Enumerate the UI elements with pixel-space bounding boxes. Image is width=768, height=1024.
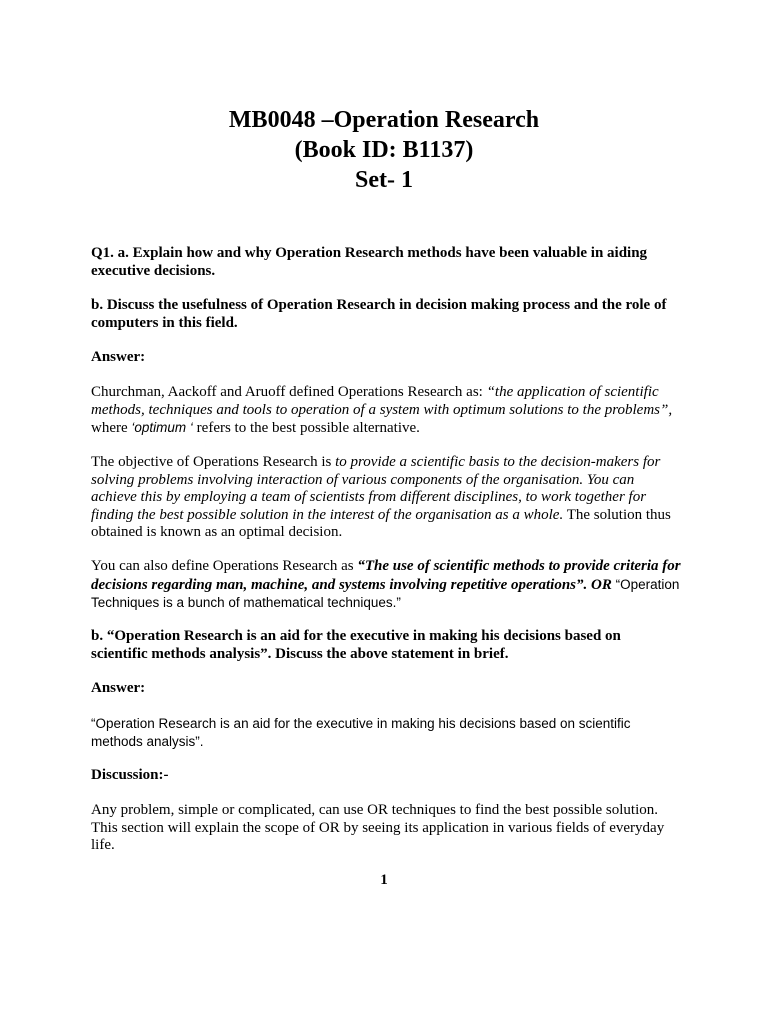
- para1-text-2: where: [91, 420, 132, 436]
- paragraph-definition: [91, 384, 681, 438]
- question-b-statement: b. “Operation Research is an aid for the executive in making his decisions based on scientific methods analysis”. Discuss the above statement in brief.: [91, 628, 621, 662]
- title-line-set: Set- 1: [355, 167, 413, 193]
- page-number: 1: [380, 872, 388, 888]
- statement-quote: “Operation Research is an aid for the executive in making his decisions based on scientific methods analysis”.: [91, 716, 631, 749]
- answer-label-1: Answer:: [91, 349, 146, 365]
- answer-label-2: Answer:: [91, 680, 146, 696]
- title-line-course: MB0048 –Operation Research: [228, 107, 540, 133]
- question-1a: Q1. a. Explain how and why Operation Research methods have been valuable in aiding executive decisions.: [91, 245, 648, 279]
- document-title: [0, 105, 768, 195]
- para1-italic-quote: “the application of scientific methods, techniques and tools to operation of a system with optimum solutions to the problems”,: [91, 384, 673, 418]
- para3-text-2: “Operation Techniques is a bunch of mathematical techniques.”: [91, 576, 680, 610]
- para1-text-1: Churchman, Aackoff and Aruoff defined Operations Research as:: [91, 384, 487, 400]
- para2-text-1: The objective of Operations Research is: [91, 454, 336, 470]
- para2-text-2: The solution thus obtained is known as an optimal decision.: [91, 506, 671, 540]
- paragraph-scope: Any problem, simple or complicated, can use OR techniques to find the best possible solution. This section will explain the scope of OR by seeing its application in various fields of everyday life.: [91, 802, 665, 853]
- para2-italic: to provide a scientific basis to the decision-makers for solving problems involving interaction of various components of the organisation. You can achieve this by employing a team of scientists from different disciplines, to work together for finding the best possible solution in the interest of the organisation as a whole.: [91, 454, 661, 523]
- para1-optimum: ‘optimum ‘: [131, 420, 193, 435]
- discussion-label: Discussion:-: [91, 767, 169, 783]
- para1-text-3: refers to the best possible alternative.: [192, 420, 420, 436]
- title-line-book-id: (Book ID: B1137): [294, 137, 474, 163]
- para3-italic-quote: “The use of scientific methods to provide criteria for decisions regarding man, machine, and systems involving repetitive operations”. OR: [91, 558, 681, 593]
- paragraph-objective: [91, 454, 681, 542]
- question-1b: b. Discuss the usefulness of Operation Research in decision making process and the role of computers in this field.: [91, 297, 667, 331]
- para3-text-1: You can also define Operations Research as: [91, 558, 358, 574]
- paragraph-alt-definition: [91, 558, 681, 613]
